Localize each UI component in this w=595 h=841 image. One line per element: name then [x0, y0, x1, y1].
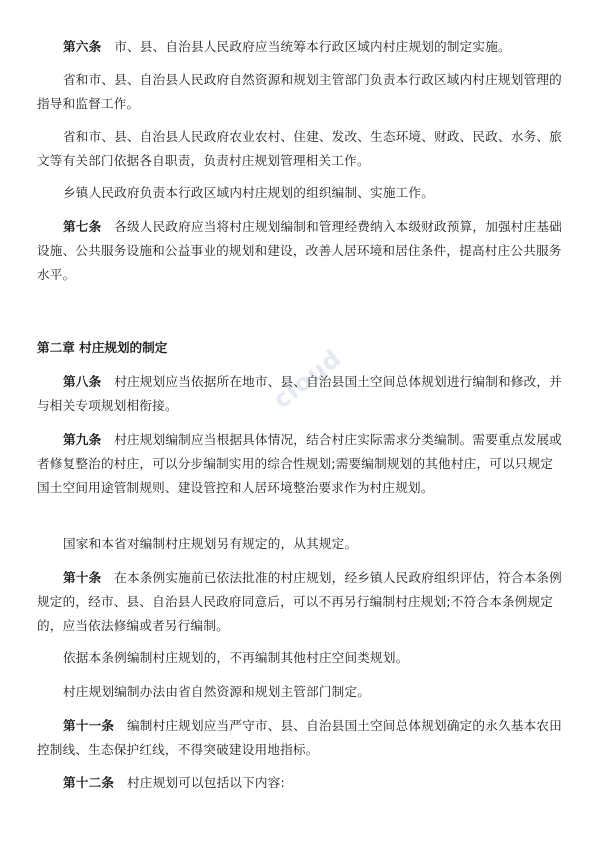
paragraph: [37, 680, 565, 704]
paragraph: [37, 125, 565, 173]
article-text: 各级人民政府应当将村庄规划编制和管理经费纳入本级财政预算，加强村庄基础设施、公共服务设施和公益事业的规划和建设，改善人居环境和居住条件，提高村庄公共服务水平。: [37, 219, 562, 282]
paragraph-text: 省和市、县、自治县人民政府农业农村、住建、发改、生态环境、财政、民政、水务、旅文等有关部门依据各自职责，负责村庄规划管理相关工作。: [37, 129, 562, 168]
article-label: 第七条: [63, 219, 102, 234]
chapter-heading: 第二章 村庄规划的制定: [37, 340, 168, 355]
article-text: 村庄规划应当依据所在地市、县、自治县国土空间总体规划进行编制和修改，并与相关专项规划相衔接。: [37, 374, 562, 413]
article-7: [37, 215, 565, 287]
paragraph-text: 乡镇人民政府负责本行政区域内村庄规划的组织编制、实施工作。: [63, 185, 435, 200]
article-10: [37, 566, 565, 638]
article-8: [37, 370, 565, 418]
article-label: 第十二条: [63, 775, 115, 790]
article-9: [37, 428, 565, 500]
article-text: 编制村庄规划应当严守市、县、自治县国土空间总体规划确定的永久基本农田控制线、生态保护红线，不得突破建设用地指标。: [37, 718, 562, 757]
article-text: 在本条例实施前已依法批准的村庄规划，经乡镇人民政府组织评估，符合本条例规定的，经市、县、自治县人民政府同意后，可以不再另行编制村庄规划;不符合本条例规定的，应当依法修编或者另行编制。: [37, 570, 562, 633]
article-6: [37, 35, 565, 59]
paragraph: [37, 646, 565, 670]
article-label: 第十一条: [63, 718, 115, 733]
article-12: [37, 771, 565, 795]
paragraph-text: 省和市、县、自治县人民政府自然资源和规划主管部门负责本行政区域内村庄规划管理的指导和监督工作。: [37, 72, 562, 111]
paragraph: [37, 532, 565, 556]
article-label: 第八条: [63, 374, 102, 389]
paragraph-text: 国家和本省对编制村庄规划另有规定的，从其规定。: [63, 536, 358, 551]
article-11: [37, 714, 565, 762]
article-label: 第十条: [63, 570, 102, 585]
article-text: 村庄规划可以包括以下内容:: [126, 775, 285, 790]
article-label: 第六条: [63, 39, 102, 54]
watermark-logo: cloud: [268, 343, 347, 415]
paragraph-text: 村庄规划编制办法由省自然资源和规划主管部门制定。: [63, 684, 371, 699]
article-text: 市、县、自治县人民政府应当统筹本行政区域内村庄规划的制定实施。: [114, 39, 511, 54]
article-text: 村庄规划编制应当根据具体情况，结合村庄实际需求分类编制。需要重点发展或者修复整治的村庄，可以分步编制实用的综合性规划;需要编制规划的其他村庄，可以只规定国土空间用途管制规则、建设管控和人居环境整治要求作为村庄规划。: [37, 432, 562, 495]
paragraph: [37, 181, 565, 205]
paragraph-text: 依据本条例编制村庄规划的，不再编制其他村庄空间类规划。: [63, 650, 409, 665]
article-label: 第九条: [63, 432, 102, 447]
paragraph: [37, 68, 565, 116]
